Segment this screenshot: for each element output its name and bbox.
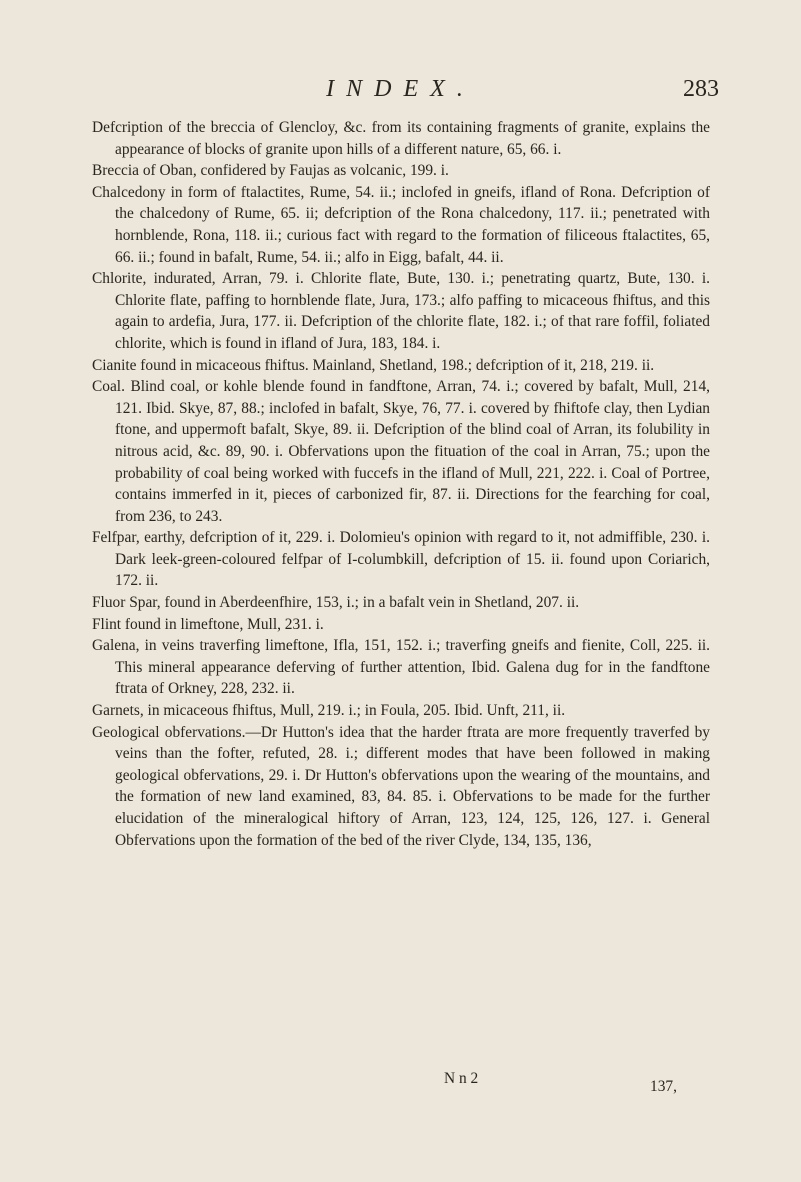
index-entry: Geological obfervations.—Dr Hutton's idea that the harder ftrata are more frequently traverfed by veins than the fofter, refuted, 28. i.; different modes that have been followed in making geological obfervations, 29. i. Dr Hutton's obfervations upon the wearing of the mountains, and the formation of new land examined, 83, 84. 85. i. Obfervations to be made for the further elucidation of the mineralogical hiftory of Arran, 123, 124, 125, 126, 127. i. General Obfervations upon the formation of the bed of the river Clyde, 134, 135, 136,	[92, 723, 710, 849]
index-entry: Galena, in veins traverfing limeftone, Ifla, 151, 152. i.; traverfing gneifs and fienite, Coll, 225. ii. This mineral appearance deferving of further attention, Ibid. Galena dug for in the fandftone ftrata of Orkney, 228, 232. ii.	[92, 637, 710, 698]
page-title: INDEX.	[326, 76, 475, 102]
index-entry: Felfpar, earthy, defcription of it, 229. i. Dolomieu's opinion with regard to it, not admiffible, 230. i. Dark leek-green-coloured felfpar of I-columbkill, defcription of 15. ii. found upon Coriarich, 172. ii.	[92, 529, 710, 590]
page-header	[0, 70, 801, 110]
page-footer	[0, 1070, 801, 1100]
index-entry: Cianite found in micaceous fhiftus. Mainland, Shetland, 198.; defcription of it, 218, 219. ii.	[92, 356, 655, 374]
index-entry: Defcription of the breccia of Glencloy, &c. from its containing fragments of granite, explains the appearance of blocks of granite upon hills of a different nature, 65, 66. i.	[92, 119, 710, 158]
index-entry: Flint found in limeftone, Mull, 231. i.	[92, 615, 324, 633]
signature-mark: N n 2	[444, 1070, 479, 1087]
index-entry: Garnets, in micaceous fhiftus, Mull, 219. i.; in Foula, 205. Ibid. Unft, 211, ii.	[92, 702, 566, 720]
index-entry: Fluor Spar, found in Aberdeenfhire, 153, i.; in a bafalt vein in Shetland, 207. ii.	[92, 594, 580, 612]
index-entry: Chlorite, indurated, Arran, 79. i. Chlorite flate, Bute, 130. i.; penetrating quartz, Bute, 130. i. Chlorite flate, paffing to hornblende flate, Jura, 173.; alfo paffing to micaceous fhiftus, and this again to ardefia, Jura, 177. ii. Defcription of the chlorite flate, 182. i.; of that rare foffil, foliated chlorite, which is found in ifland of Jura, 183, 184. i.	[92, 270, 710, 352]
index-entry: Breccia of Oban, confidered by Faujas as volcanic, 199. i.	[92, 162, 449, 180]
catchword: 137,	[650, 1078, 677, 1095]
index-entry: Coal. Blind coal, or kohle blende found in fandftone, Arran, 74. i.; covered by bafalt, Mull, 214, 121. Ibid. Skye, 87, 88.; inclofed in bafalt, Skye, 76, 77. i. covered by fhiftofe clay, then Lydian ftone, and uppermoft bafalt, Skye, 89. ii. Defcription of the blind coal of Arran, its folubility in nitrous acid, &c. 89, 90. i. Obfervations upon the fituation of the coal in Arran, 75.; upon the probability of coal being worked with fuccefs in the ifland of Mull, 221, 222. i. Coal of Portree, contains immerfed in it, pieces of carbonized fir, 87. ii. Directions for the fearching for coal, from 236, to 243.	[92, 378, 710, 525]
index-body	[92, 117, 710, 851]
index-entry: Chalcedony in form of ftalactites, Rume, 54. ii.; inclofed in gneifs, ifland of Rona. Defcription of the chalcedony of Rume, 65. ii; defcription of the Rona chalcedony, 117. ii.; penetrated with hornblende, Rona, 118. ii.; curious fact with regard to the formation of filiceous ftalactites, 65, 66. ii.; found in bafalt, Rume, 54. ii.; alfo in Eigg, bafalt, 44. ii.	[92, 183, 710, 266]
page-number: 283	[683, 76, 719, 102]
